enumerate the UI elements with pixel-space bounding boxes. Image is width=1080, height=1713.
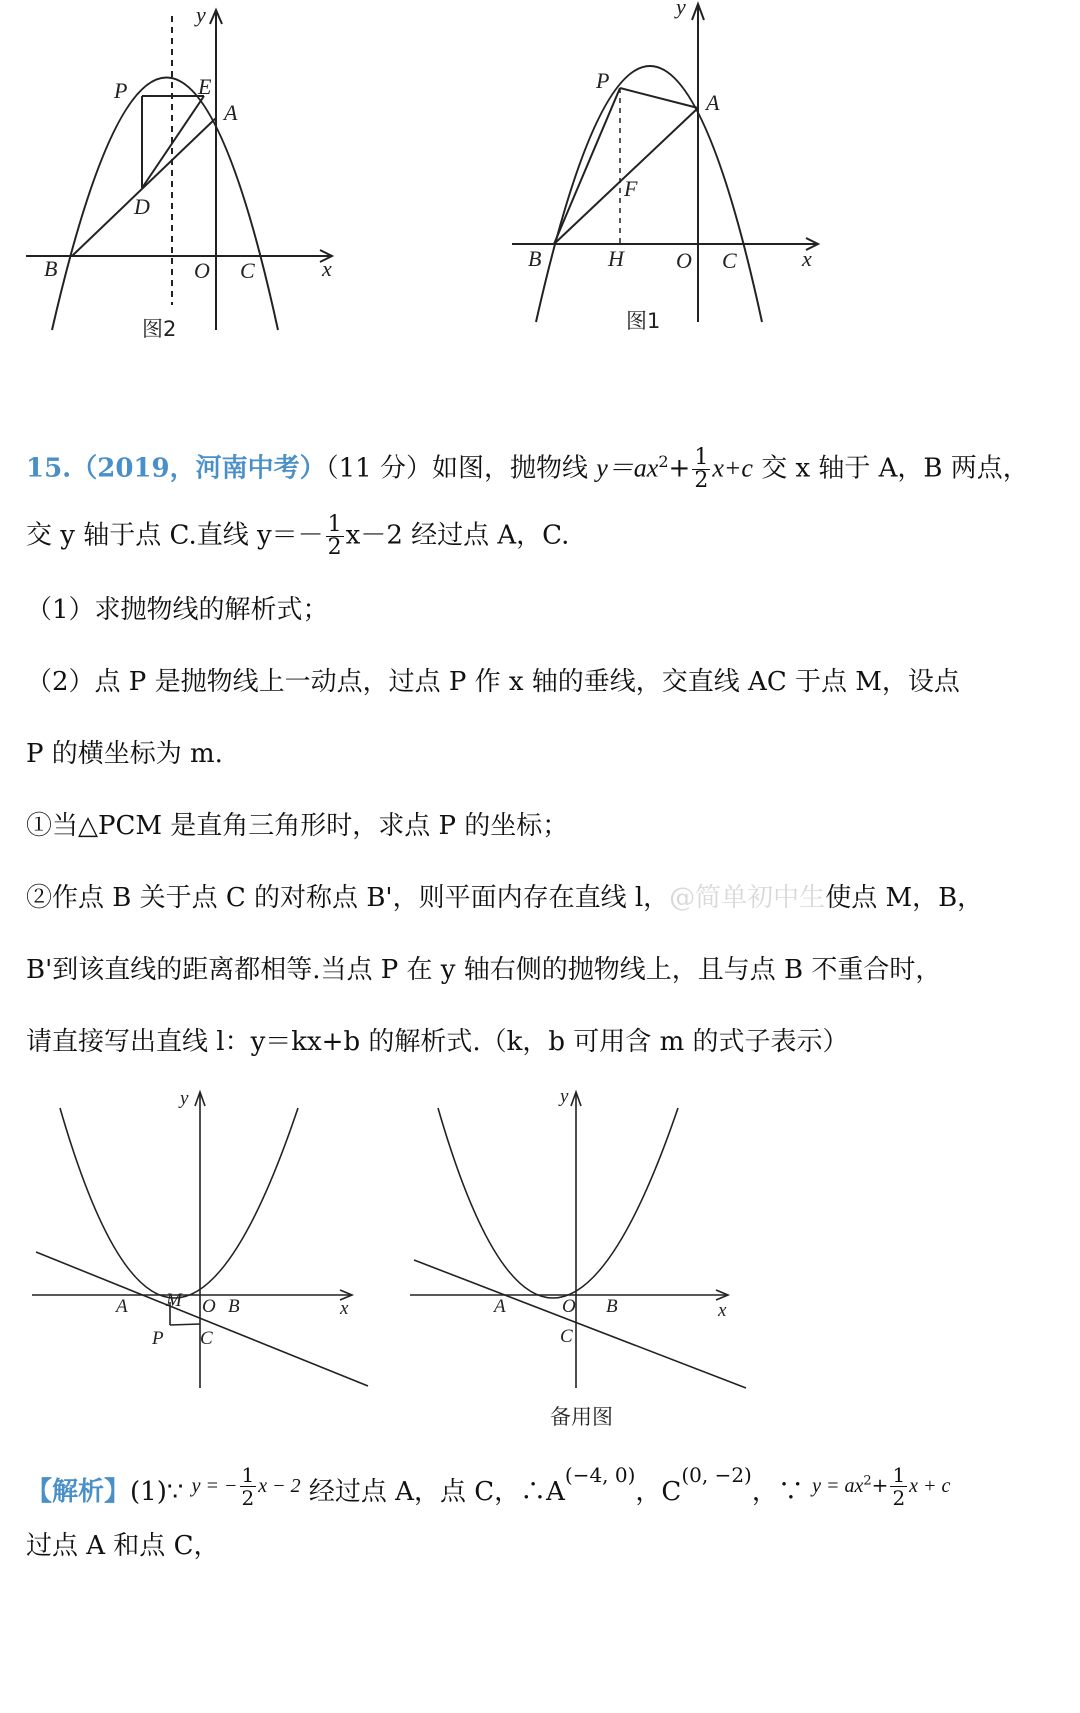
label-p: P bbox=[152, 1328, 164, 1349]
label-x: x bbox=[322, 256, 332, 281]
solution-eq1-b: x − 2 bbox=[258, 1475, 301, 1497]
solution-eq1-fraction bbox=[240, 1464, 257, 1509]
problem-score: （11 分）如图，抛物线 bbox=[325, 453, 588, 484]
line2-b: x－2 经过点 A，C. bbox=[345, 520, 570, 551]
label-y: y bbox=[196, 2, 206, 27]
solution-eq2 bbox=[812, 1464, 950, 1509]
solution-since: ，∵ bbox=[751, 1477, 804, 1507]
label-b: B bbox=[228, 1296, 240, 1317]
label-o: O bbox=[202, 1296, 216, 1317]
parabola-curve bbox=[536, 66, 762, 322]
label-y: y bbox=[180, 1088, 189, 1109]
problem-line-2 bbox=[26, 514, 569, 559]
solution-eq1-a: y = − bbox=[191, 1475, 238, 1497]
solution-eq2-c: x + c bbox=[909, 1475, 951, 1497]
label-a: A bbox=[224, 100, 238, 125]
solution-line-2: 过点 A 和点 C， bbox=[26, 1531, 220, 1561]
caption-fig1: 图1 bbox=[626, 309, 661, 333]
figure-bottom-left bbox=[0, 1080, 400, 1410]
label-c: C bbox=[722, 248, 737, 273]
caption-fig2: 图2 bbox=[142, 317, 177, 341]
label-e: E bbox=[198, 74, 212, 99]
part2-a: ②作点 B 关于点 C 的对称点 B'，则平面内存在直线 l， bbox=[26, 883, 670, 913]
question-2-line-4: 请直接写出直线 l：y＝kx+b 的解析式.（k，b 可用含 m 的式子表示） bbox=[26, 1027, 849, 1057]
figure-2 bbox=[0, 0, 360, 360]
label-b: B bbox=[606, 1296, 618, 1317]
figure-1 bbox=[490, 0, 850, 360]
label-a: A bbox=[706, 90, 720, 115]
solution-part: (1)∵ bbox=[130, 1477, 184, 1507]
eq1-frac-den: 2 bbox=[694, 468, 709, 494]
label-x: x bbox=[802, 246, 812, 271]
label-x: x bbox=[718, 1300, 727, 1321]
label-b: B bbox=[44, 256, 58, 281]
solution-coord-c: (0, −2) bbox=[681, 1463, 752, 1487]
solution-tag: 【解析】 bbox=[26, 1477, 131, 1507]
solution-eq2-b: + bbox=[871, 1473, 889, 1497]
solution-eq2-fraction bbox=[890, 1464, 907, 1509]
label-p: P bbox=[596, 68, 610, 93]
eq1-tail: x+c bbox=[712, 453, 753, 483]
label-y: y bbox=[560, 1086, 569, 1107]
eq1-lhs: y＝ax bbox=[596, 453, 659, 483]
eq1-sup: 2 bbox=[658, 452, 669, 471]
question-2-line-3: B'到该直线的距离都相等.当点 P 在 y 轴右侧的抛物线上，且与点 B 不重合时， bbox=[26, 955, 942, 985]
part2-b: 使点 M，B， bbox=[825, 883, 984, 913]
label-c: C bbox=[200, 1328, 213, 1349]
label-o: O bbox=[676, 248, 692, 273]
line-ac bbox=[414, 1260, 746, 1388]
label-p: P bbox=[114, 78, 128, 103]
label-h: H bbox=[608, 246, 624, 271]
solution-comma: ，C bbox=[635, 1477, 682, 1507]
label-c: C bbox=[560, 1326, 573, 1347]
question-2-line-2: P 的横坐标为 m. bbox=[26, 739, 223, 769]
solution-frac-num: 1 bbox=[241, 1463, 255, 1487]
parabola-curve bbox=[438, 1108, 678, 1298]
solution-eq2-sup: 2 bbox=[863, 1473, 872, 1489]
line2-frac-den: 2 bbox=[327, 535, 342, 560]
label-f: F bbox=[624, 176, 638, 201]
solution-eq2-a: y = ax bbox=[812, 1475, 864, 1497]
label-a: A bbox=[494, 1296, 506, 1317]
label-m: M bbox=[166, 1290, 182, 1311]
question-2-line-1: （2）点 P 是抛物线上一动点，过点 P 作 x 轴的垂线，交直线 AC 于点 M，设点 bbox=[26, 667, 960, 697]
solution-frac-den: 2 bbox=[241, 1486, 255, 1510]
label-b: B bbox=[528, 246, 542, 271]
line2-frac-num: 1 bbox=[327, 512, 342, 537]
label-x: x bbox=[340, 1298, 349, 1319]
question-1: （1）求抛物线的解析式； bbox=[26, 595, 329, 625]
label-c: C bbox=[240, 258, 255, 283]
eq1-plus: + bbox=[668, 453, 691, 484]
question-2-part-2 bbox=[26, 878, 983, 918]
solution-eq1 bbox=[192, 1464, 301, 1509]
line-ba bbox=[72, 118, 216, 256]
label-a: A bbox=[116, 1296, 128, 1317]
segment-pc bbox=[170, 1324, 200, 1325]
caption-backup: 备用图 bbox=[550, 1405, 613, 1429]
solution-line-1 bbox=[26, 1464, 950, 1520]
solution-eq2-frac-num: 1 bbox=[892, 1463, 906, 1487]
parabola-curve bbox=[52, 78, 278, 331]
line2-a: 交 y 轴于点 C.直线 y＝－ bbox=[26, 520, 324, 551]
problem-line-1 bbox=[26, 442, 1029, 492]
solution-coord-a: (−4, 0) bbox=[564, 1463, 636, 1487]
question-2-part-1: ①当△PCM 是直角三角形时，求点 P 的坐标； bbox=[26, 811, 569, 841]
solution-mid: 经过点 A，点 C，∴A bbox=[308, 1477, 565, 1507]
line2-fraction bbox=[326, 514, 344, 559]
eq1-frac-num: 1 bbox=[694, 445, 709, 471]
label-y: y bbox=[676, 0, 686, 19]
figure-bottom-right bbox=[400, 1080, 800, 1430]
label-d: D bbox=[134, 194, 150, 219]
parabola-curve bbox=[60, 1108, 298, 1298]
eq1-fraction bbox=[692, 447, 710, 492]
solution-eq2-frac-den: 2 bbox=[892, 1486, 906, 1510]
label-o: O bbox=[562, 1296, 576, 1317]
problem-line1-rest: 交 x 轴于 A，B 两点， bbox=[752, 453, 1029, 484]
problem-number: 15.（2019，河南中考） bbox=[26, 453, 326, 484]
label-o: O bbox=[194, 258, 210, 283]
watermark: @简单初中生 bbox=[669, 883, 826, 913]
segment-pb bbox=[554, 88, 620, 244]
line-ac bbox=[36, 1252, 368, 1386]
